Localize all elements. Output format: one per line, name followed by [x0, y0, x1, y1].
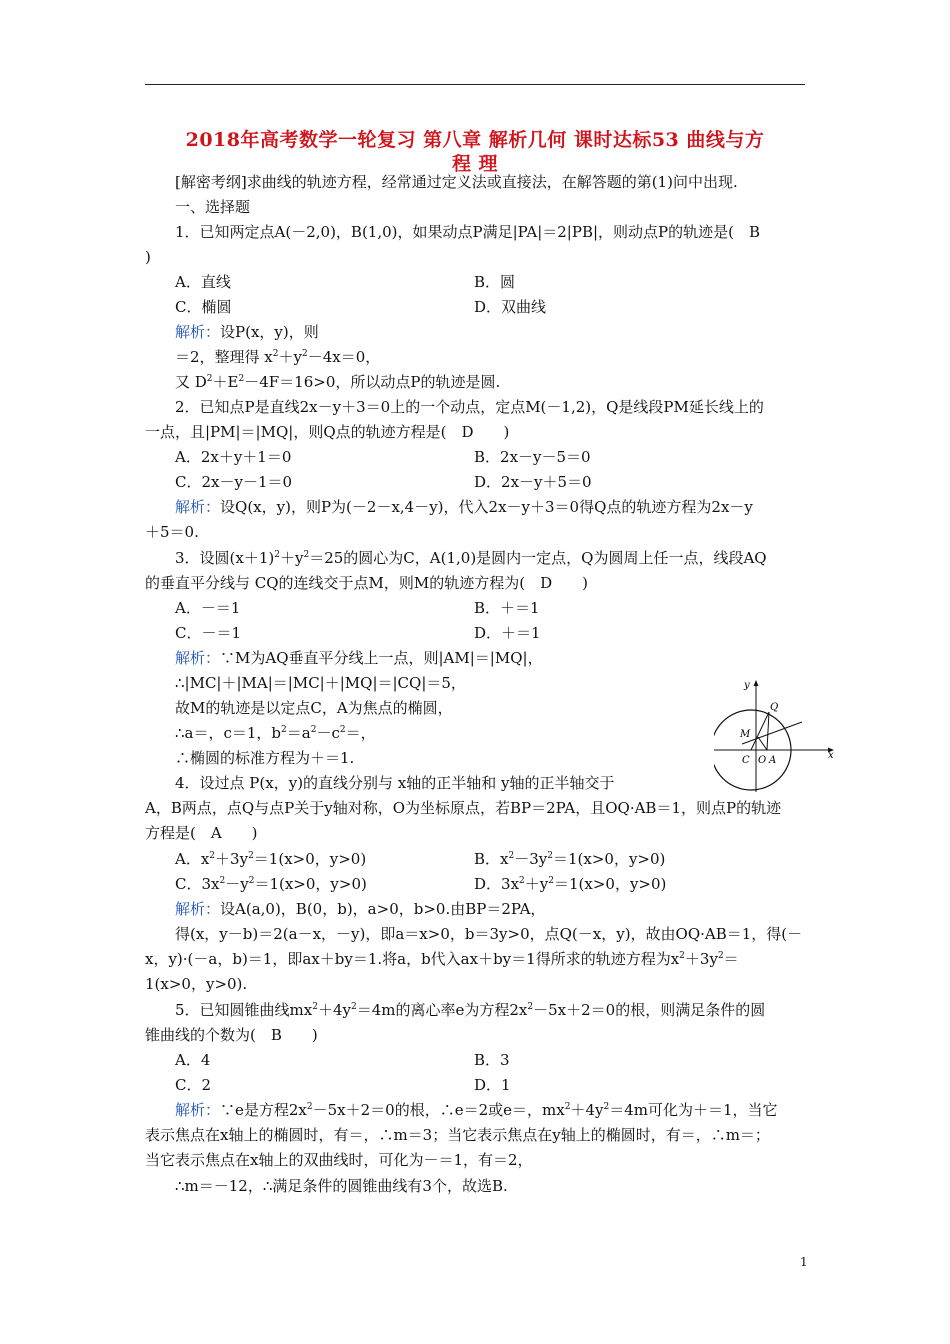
q3-stem-line2: 的垂直平分线与 CQ的连线交于点M，则M的轨迹方程为( D ) [145, 574, 588, 592]
q3-figure-diagram [714, 672, 836, 794]
q5-option-c: C．2 [175, 1076, 212, 1094]
page-number: 1 [800, 1255, 808, 1269]
q4-solution-line1: 解析：设A(a,0)，B(0，b)，a>0，b>0.由BP＝2PA， [175, 900, 546, 918]
q5-option-b: B．3 [474, 1051, 510, 1069]
label-y: y [744, 680, 750, 691]
perpendicular-bisector [742, 722, 802, 744]
label-a: A [769, 755, 777, 766]
q2-solution-line1: 解析：设Q(x，y)，则P为(－2－x,4－y)，代入2x－y＋3＝0得Q点的轨迹方程为2x－y [175, 498, 753, 516]
q5-solution-line3: 当它表示焦点在x轴上的双曲线时，可化为－＝1，有＝2， [145, 1151, 533, 1169]
q4-stem-line1: 4．设过点 P(x，y)的直线分别与 x轴的正半轴和 y轴的正半轴交于 [175, 774, 615, 792]
q5-stem-line2: 锥曲线的个数为( B ) [145, 1026, 318, 1044]
q3-solution-line4: ∴a＝，c＝1，$b^2=a^2-c^2=$， [175, 724, 376, 742]
q5-solution-line1: 解析：∵e是方程$2x^2-5x+2=0$的根，∴e＝2或e＝，$mx^2+4y^2=4m$可化为＋＝1，当它 [175, 1101, 778, 1119]
q3-solution-line5: ∴椭圆的标准方程为＋＝1. [175, 749, 355, 767]
q3-option-b: B．＋＝1 [474, 599, 540, 617]
label-c: C [742, 755, 750, 766]
q3-solution-line3: 故M的轨迹是以定点C，A为焦点的椭圆， [175, 699, 453, 717]
q1-option-b: B．圆 [474, 273, 516, 291]
q2-stem-line2: 一点，且|PM|＝|MQ|，则Q点的轨迹方程是( D ) [145, 423, 510, 441]
header-rule [145, 84, 805, 85]
q2-option-d: D．2x－y＋5＝0 [474, 473, 592, 491]
q3-solution-line1: 解析：∵M为AQ垂直平分线上一点，则|AM|＝|MQ|， [175, 649, 543, 667]
q4-option-b: B．$x^2-3y^2=1(x>0$，y>0) [474, 850, 666, 868]
q4-option-d: D．$3x^2+y^2=1(x>0$，y>0) [474, 875, 667, 893]
q4-option-a: A．$x^2+3y^2=1(x>0$，y>0) [175, 850, 367, 868]
q4-stem-line3: 方程是( A ) [145, 824, 258, 842]
q3-option-a: A．－＝1 [175, 599, 241, 617]
q5-option-d: D．1 [474, 1076, 511, 1094]
solution-label: 解析： [175, 323, 221, 341]
q4-stem-line2: A，B两点，点Q与点P关于y轴对称，O为坐标原点，若BP＝2PA，且OQ·AB＝1，则点P的轨迹 [145, 799, 782, 817]
label-x: x [828, 750, 834, 761]
q5-option-a: A．4 [175, 1051, 211, 1069]
q4-option-c: C．$3x^2-y^2=1(x>0$，y>0) [175, 875, 367, 893]
q4-solution-line3: x，y)·(－a，b)＝1，即ax＋by＝1.将a，b代入ax＋by＝1得所求的轨迹方程为$x^2+3y^2=$ [145, 950, 739, 968]
segment-cq [751, 712, 769, 750]
q1-solution-line2: ＝2，整理得 $x^2+y^2-4x=0$， [175, 348, 381, 366]
q1-option-a: A．直线 [175, 273, 231, 291]
q1-solution-line3: 又 $D^2+E^2-4F=16>0$，所以动点P的轨迹是圆. [175, 373, 501, 391]
q1-option-d: D．双曲线 [474, 298, 547, 316]
segment-ma [758, 737, 767, 750]
q3-solution-line2: ∴|MC|＋|MA|＝|MC|＋|MQ|＝|CQ|＝5， [175, 674, 466, 692]
q3-stem-line1: 3．设圆$(x+1)^2+y^2=25$的圆心为C，A(1,0)是圆内一定点，Q为圆周上任一点，线段AQ [175, 549, 767, 567]
q5-solution-line2: 表示焦点在x轴上的椭圆时，有＝，∴m＝3；当它表示焦点在y轴上的椭圆时，有＝，∴m＝； [145, 1126, 770, 1144]
solution-label: 解析： [175, 1101, 221, 1119]
solution-label: 解析： [175, 900, 221, 918]
label-o: O [758, 755, 767, 766]
q2-option-b: B．2x－y－5＝0 [474, 448, 591, 466]
solution-label: 解析： [175, 498, 221, 516]
q3-option-c: C．－＝1 [175, 624, 242, 642]
q1-stem-line1: 1．已知两定点A(－2,0)，B(1,0)，如果动点P满足|PA|＝2|PB|，则动点P的轨迹是( B [175, 223, 761, 241]
q4-solution-line4: 1(x>0，y>0). [145, 975, 248, 993]
doc-title-line1: 2018年高考数学一轮复习 第八章 解析几何 课时达标53 曲线与方 [185, 129, 765, 151]
solution-label: 解析： [175, 649, 221, 667]
q2-option-a: A．2x＋y＋1＝0 [175, 448, 292, 466]
q1-option-c: C．椭圆 [175, 298, 232, 316]
q5-stem-line1: 5．已知圆锥曲线$mx^2+4y^2=4m$的离心率e为方程$2x^2-5x+2=0$的根，则满足条件的圆 [175, 1001, 766, 1019]
y-axis-arrow [754, 680, 759, 686]
section-heading: 一、选择题 [175, 198, 251, 216]
doc-title-line2: 程 理 [451, 153, 499, 175]
q5-solution-line4: ∴m＝－12，∴满足条件的圆锥曲线有3个，故选B. [175, 1177, 508, 1195]
segment-qa [767, 712, 769, 750]
q1-stem-line2: ) [145, 248, 151, 266]
q2-stem-line1: 2．已知点P是直线2x－y＋3＝0上的一个动点，定点M(－1,2)，Q是线段PM延长线上的 [175, 398, 764, 416]
q4-solution-line2: 得(x，y－b)＝2(a－x，－y)，即a＝x>0，b＝3y>0，点Q(－x，y)，故由OQ·AB＝1，得(－ [175, 925, 803, 943]
label-m: M [740, 729, 751, 740]
q1-solution-line1 [175, 322, 319, 342]
q1-solution-text1: 设P(x，y)，则 [220, 323, 319, 341]
q2-option-c: C．2x－y－1＝0 [175, 473, 293, 491]
intro-text: [解密考纲]求曲线的轨迹方程，经常通过定义法或直接法，在解答题的第(1)问中出现. [175, 173, 738, 191]
q3-option-d: D．＋＝1 [474, 624, 541, 642]
q2-solution-line2: ＋5＝0. [145, 523, 199, 541]
label-q: Q [770, 702, 779, 713]
